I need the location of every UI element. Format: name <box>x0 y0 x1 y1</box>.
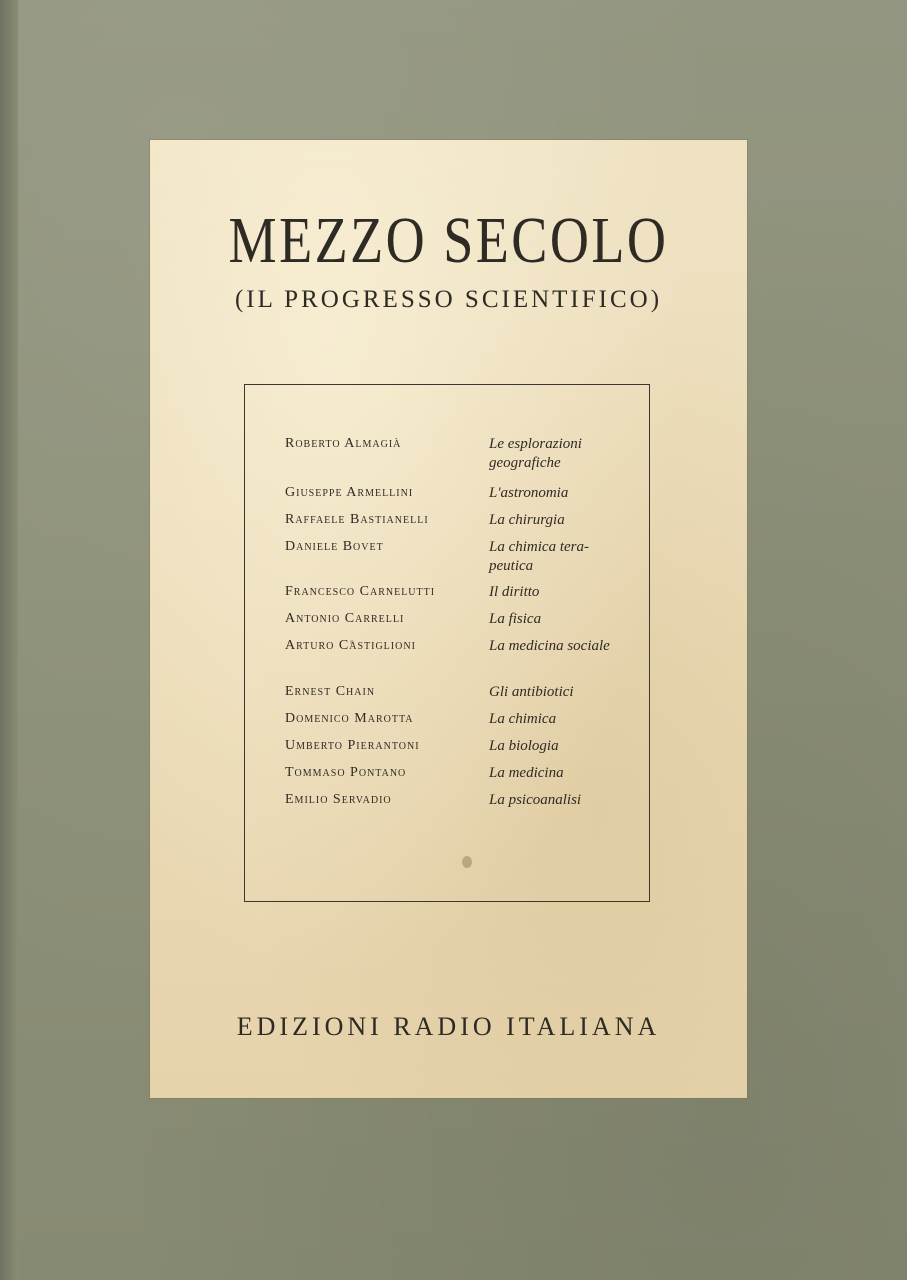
author-name: Giuseppe Armellini <box>285 485 414 500</box>
author-name: Domenico Marotta <box>285 711 414 726</box>
topic-title: Le esplorazioni geografiche <box>489 436 582 471</box>
foxing-spot <box>350 640 354 644</box>
author-name: Antonio Carrelli <box>285 611 405 626</box>
topic-title: Il diritto <box>489 584 540 600</box>
topic-title: La chimica <box>489 711 557 727</box>
author-name: Francesco Carnelutti <box>285 584 436 599</box>
topic-title: La chimica tera-peutica <box>489 539 589 574</box>
topic-title: La psicoanalisi <box>489 792 582 808</box>
topic-title: La biologia <box>489 738 559 754</box>
topic-title: L'astronomia <box>489 485 569 501</box>
topic-title: La medicina <box>489 765 564 781</box>
topic-title: La medicina sociale <box>489 638 610 654</box>
author-name: Daniele Bovet <box>285 539 384 554</box>
foxing-spot <box>462 856 472 868</box>
author-name: Raffaele Bastianelli <box>285 512 429 527</box>
author-name: Tommaso Pontano <box>285 765 407 780</box>
publisher-name: EDIZIONI RADIO ITALIANA <box>236 1012 661 1041</box>
author-name: Emilio Servadio <box>285 792 392 807</box>
contents-box <box>244 384 650 902</box>
spine-edge <box>0 0 18 1280</box>
author-name: Roberto Almagià <box>285 436 402 451</box>
book-subtitle: (IL PROGRESSO SCIENTIFICO) <box>234 286 663 313</box>
topic-title: La chirurgia <box>489 512 565 528</box>
author-name: Arturo Castiglioni <box>285 638 416 653</box>
topic-title: La fisica <box>489 611 542 627</box>
book-title: MEZZO SECOLO <box>228 204 669 277</box>
author-name: Ernest Chain <box>285 684 376 699</box>
author-name: Umberto Pierantoni <box>285 738 420 753</box>
cover-label <box>150 140 747 1098</box>
topic-title: Gli antibiotici <box>489 684 574 700</box>
